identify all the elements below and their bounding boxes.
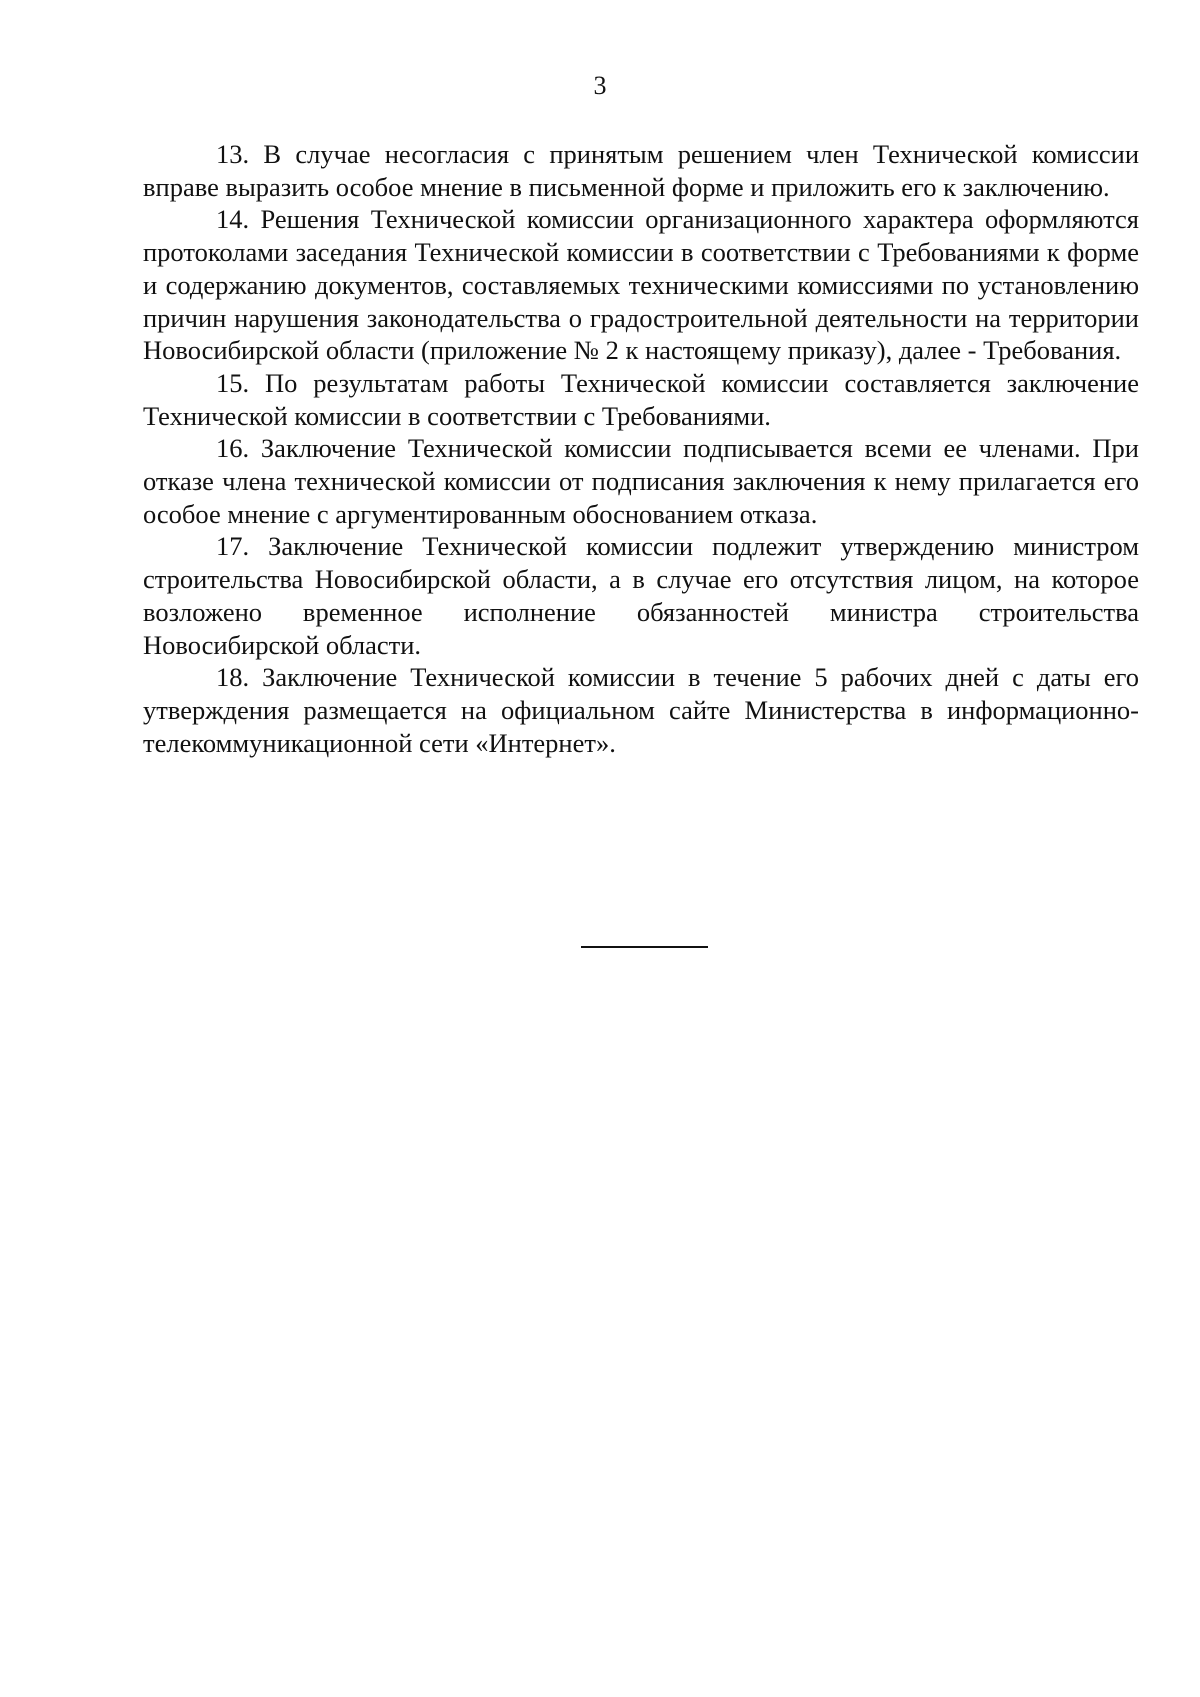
paragraph-15: 15. По результатам работы Технической комиссии составляется заключение Технической комиссии в соответствии с Требованиями. — [143, 367, 1139, 431]
paragraph-18: 18. Заключение Технической комиссии в течение 5 рабочих дней с даты его утверждения размещается на официальном сайте Министерства в информационно-телекоммуникационной сети «Интернет». — [143, 662, 1139, 758]
paragraph-16: 16. Заключение Технической комиссии подписывается всеми ее членами. При отказе члена технической комиссии от подписания заключения к нему прилагается его особое мнение с аргументированным обоснованием отказа. — [143, 433, 1139, 529]
end-of-text-divider — [581, 946, 708, 948]
page-number: 3 — [593, 71, 607, 100]
paragraph-17: 17. Заключение Технической комиссии подлежит утверждению министром строительства Новосибирской области, а в случае его отсутствия лицом, на которое возложено временное исполнение обязанностей министра строительства Новосибирской области. — [143, 531, 1139, 660]
document-body — [143, 138, 1139, 759]
paragraph-13: 13. В случае несогласия с принятым решением член Технической комиссии вправе выразить особое мнение в письменной форме и приложить его к заключению. — [143, 139, 1139, 202]
paragraph-14: 14. Решения Технической комиссии организационного характера оформляются протоколами заседания Технической комиссии в соответствии с Требованиями к форме и содержанию документов, составляемых техническими комиссиями по установлению причин нарушения законодательства о градостроительной деятельности на территории Новосибирской области (приложение № 2 к настоящему приказу), далее - Требования. — [143, 204, 1139, 366]
